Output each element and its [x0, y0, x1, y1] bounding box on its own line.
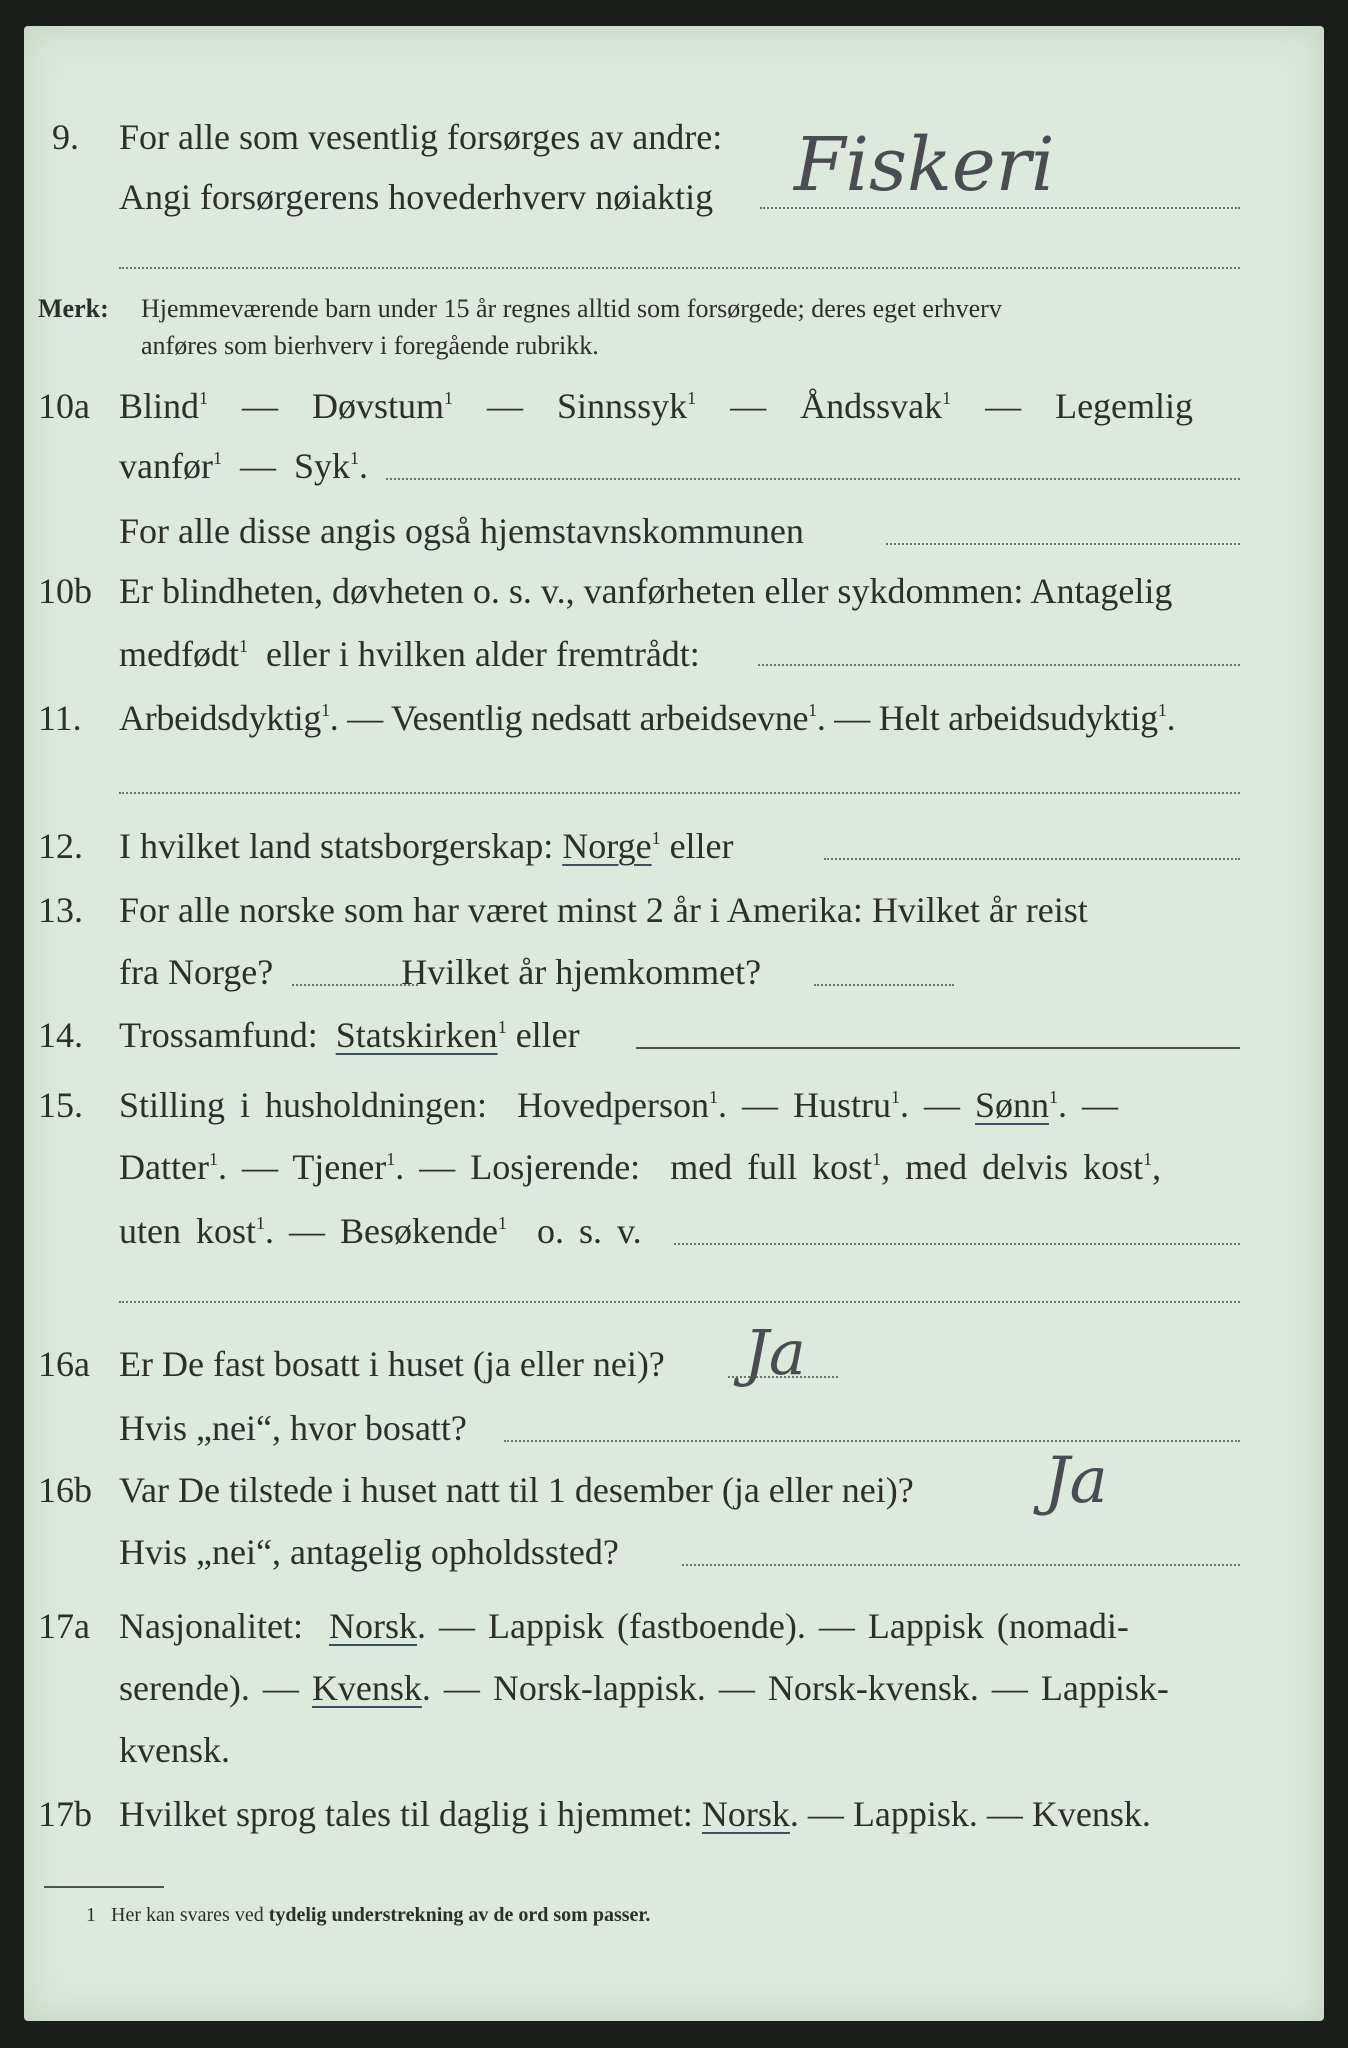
q17a-number: 17a — [38, 1606, 90, 1646]
q9-number: 9. — [52, 117, 79, 157]
q10b-number: 10b — [38, 571, 92, 611]
q17a-text-1: Nasjonalitet: Norsk. — Lappisk (fastboende). — Lappisk (nomadi- — [119, 1606, 1129, 1646]
q13-return-line — [814, 984, 954, 986]
q11-number: 11. — [38, 698, 82, 738]
q15-answer-line — [674, 1243, 1240, 1245]
q11-extra-line — [119, 792, 1240, 794]
q9-extra-line — [119, 267, 1240, 269]
q16a-handwritten-answer: Ja — [744, 1316, 806, 1389]
q15-text-2: Datter$^1$. — Tjener$^1$. — Losjerende: med full kost$^1$, med delvis kost$^1$, — [119, 1147, 1162, 1187]
q15-text-3: uten kost$^1$. — Besøkende$^1$ o. s. v. — [119, 1211, 642, 1251]
note-text-1: Hjemmeværende barn under 15 år regnes alltid som forsørgede; deres eget erhverv — [141, 294, 1002, 323]
q16a-text-1: Er De fast bosatt i huset (ja eller nei)? — [119, 1344, 665, 1384]
q12-number: 12. — [38, 826, 83, 866]
q16b-text-1: Var De tilstede i huset natt til 1 desember (ja eller nei)? — [119, 1470, 914, 1510]
footnote-rule — [44, 1886, 164, 1888]
q16b-number: 16b — [38, 1470, 92, 1510]
q10b-text-2: medfødt$^1$ eller i hvilken alder fremtrådt: — [119, 634, 700, 674]
footnote: 1 Her kan svares ved tydelig understrekning av de ord som passer. — [86, 1904, 651, 1926]
q17b-text: Hvilket sprog tales til daglig i hjemmet: Norsk. — Lappisk. — Kvensk. — [119, 1794, 1151, 1834]
note-text-2: anføres som bierhverv i foregående rubrikk. — [141, 331, 599, 360]
q17a-text-2: serende). — Kvensk. — Norsk-lappisk. — Norsk-kvensk. — Lappisk- — [119, 1668, 1169, 1708]
q10a-home-line — [886, 543, 1240, 545]
q17a-text-3: kvensk. — [119, 1730, 230, 1770]
q11-text: Arbeidsdyktig$^1$. — Vesentlig nedsatt arbeidsevne$^1$. — Helt arbeidsudyktig$^1$. — [119, 698, 1176, 738]
q10a-text-3: For alle disse angis også hjemstavnskommunen — [119, 511, 804, 551]
q13-text-1: For alle norske som har været minst 2 år i Amerika: Hvilket år reist — [119, 890, 1088, 930]
q10a-text-1: Blind$^1$ — Døvstum$^1$ — Sinnssyk$^1$ — Åndssvak$^1$ — Legemlig — [119, 386, 1194, 426]
q12-answer-line — [824, 858, 1240, 860]
q9-handwritten-answer: Fiskeri — [794, 122, 1055, 208]
census-form-page — [24, 26, 1324, 2021]
q10a-number: 10a — [38, 386, 90, 426]
q16a-text-2: Hvis „nei“, hvor bosatt? — [119, 1408, 467, 1448]
q10a-answer-line — [386, 478, 1240, 480]
q10b-text-1: Er blindheten, døvheten o. s. v., vanførheten eller sykdommen: Antagelig — [119, 571, 1173, 611]
q16b-residence-line — [682, 1564, 1240, 1566]
q9-text-1: For alle som vesentlig forsørges av andre: — [119, 117, 723, 157]
q13-number: 13. — [38, 890, 83, 930]
q12-text: I hvilket land statsborgerskap: Norge$^1$ eller — [119, 826, 734, 866]
q16b-handwritten-answer: Ja — [1044, 1444, 1108, 1518]
q16b-text-2: Hvis „nei“, antagelig opholdssted? — [119, 1532, 619, 1572]
q14-number: 14. — [38, 1015, 83, 1055]
q15-number: 15. — [38, 1085, 83, 1125]
q16a-residence-line — [504, 1440, 1240, 1442]
note-label: Merk: — [38, 294, 109, 323]
q13-left-line — [292, 984, 418, 986]
q14-answer-line — [636, 1047, 1240, 1049]
q15-extra-line — [119, 1301, 1240, 1303]
q16a-number: 16a — [38, 1344, 90, 1384]
q10a-text-2: vanfør$^1$ — Syk$^1$. — [119, 446, 368, 486]
q9-text-2: Angi forsørgerens hovederhverv nøiaktig — [119, 177, 714, 217]
q14-text: Trossamfund: Statskirken$^1$ eller — [119, 1015, 580, 1055]
q17b-number: 17b — [38, 1794, 92, 1834]
q13-text-2: fra Norge? Hvilket år hjemkommet? — [119, 952, 762, 992]
q10b-answer-line — [758, 664, 1240, 666]
q15-text-1: Stilling i husholdningen: Hovedperson$^1$. — Hustru$^1$. — Sønn$^1$. — — [119, 1085, 1119, 1125]
